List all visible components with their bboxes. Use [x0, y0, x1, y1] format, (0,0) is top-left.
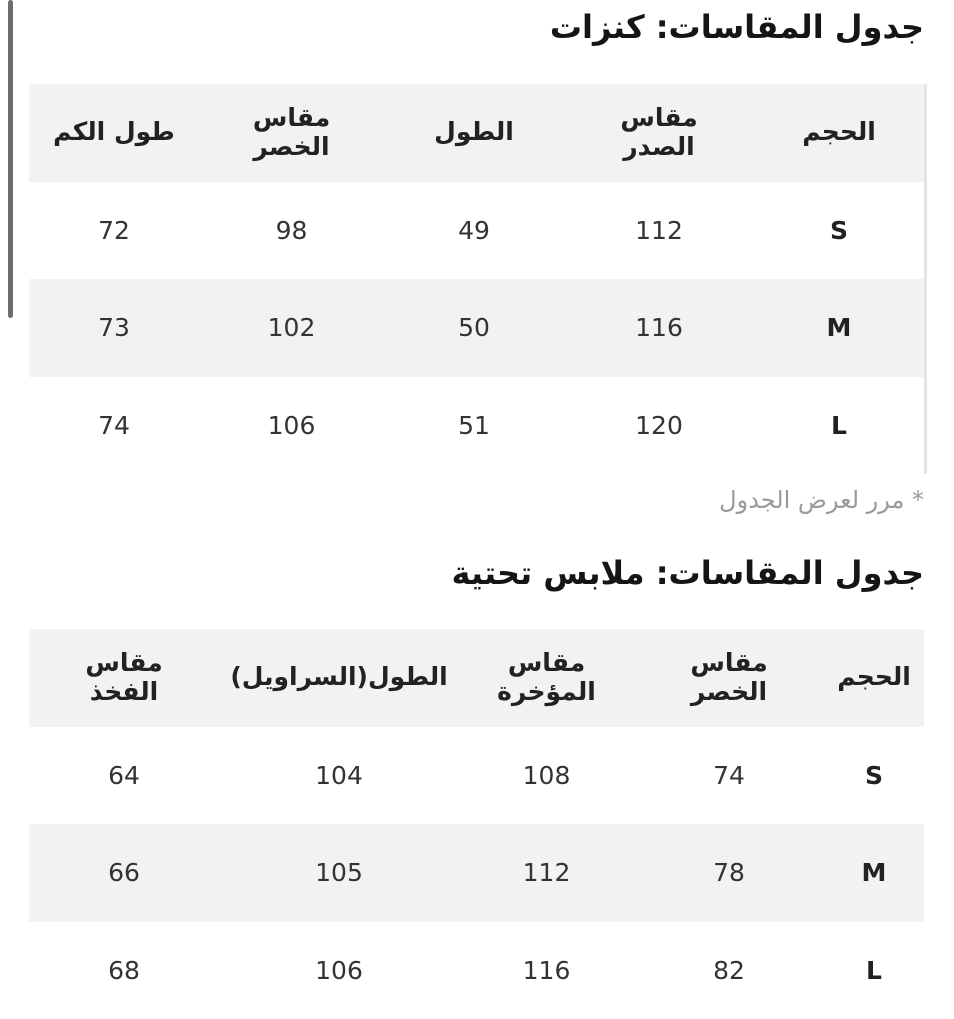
chest-cell: 120 — [564, 377, 754, 475]
chest-cell: 116 — [564, 279, 754, 377]
table-row — [29, 182, 924, 280]
header-length: الطول — [384, 84, 564, 182]
header-size: الحجم — [754, 84, 924, 182]
header-waist: مقاس الخصر — [634, 629, 824, 727]
bottoms-size-chart-title: جدول المقاسات: ملابس تحتية — [451, 554, 924, 592]
header-hip: مقاس المؤخرة — [459, 629, 634, 727]
tops-size-table[interactable] — [29, 84, 927, 474]
pants-length-cell: 104 — [219, 727, 459, 825]
waist-cell: 98 — [199, 182, 384, 280]
chest-cell: 112 — [564, 182, 754, 280]
sleeve-cell: 74 — [29, 377, 199, 475]
table-header-row — [29, 84, 924, 182]
table-row — [29, 377, 924, 475]
header-thigh: مقاس الفخذ — [29, 629, 219, 727]
size-cell: L — [824, 922, 924, 1019]
scroll-hint: * مرر لعرض الجدول — [719, 486, 924, 514]
sleeve-cell: 72 — [29, 182, 199, 280]
hip-cell: 116 — [459, 922, 634, 1019]
size-cell: S — [754, 182, 924, 280]
size-cell: M — [824, 824, 924, 922]
header-pants-length: الطول(السراويل) — [219, 629, 459, 727]
waist-cell: 82 — [634, 922, 824, 1019]
header-waist: مقاس الخصر — [199, 84, 384, 182]
page-scrollbar[interactable] — [8, 0, 13, 318]
sleeve-cell: 73 — [29, 279, 199, 377]
table-row — [29, 279, 924, 377]
table-row — [29, 727, 924, 825]
tops-size-chart-title: جدول المقاسات: كنزات — [550, 8, 924, 46]
size-cell: L — [754, 377, 924, 475]
header-size: الحجم — [824, 629, 924, 727]
thigh-cell: 64 — [29, 727, 219, 825]
thigh-cell: 68 — [29, 922, 219, 1019]
length-cell: 49 — [384, 182, 564, 280]
waist-cell: 102 — [199, 279, 384, 377]
pants-length-cell: 105 — [219, 824, 459, 922]
table-header-row — [29, 629, 924, 727]
length-cell: 50 — [384, 279, 564, 377]
bottoms-size-table[interactable] — [29, 629, 924, 1019]
size-cell: S — [824, 727, 924, 825]
table-row — [29, 922, 924, 1019]
hip-cell: 112 — [459, 824, 634, 922]
length-cell: 51 — [384, 377, 564, 475]
waist-cell: 74 — [634, 727, 824, 825]
waist-cell: 78 — [634, 824, 824, 922]
header-chest: مقاس الصدر — [564, 84, 754, 182]
table-row — [29, 824, 924, 922]
hip-cell: 108 — [459, 727, 634, 825]
size-cell: M — [754, 279, 924, 377]
header-sleeve-length: طول الكم — [29, 84, 199, 182]
thigh-cell: 66 — [29, 824, 219, 922]
pants-length-cell: 106 — [219, 922, 459, 1019]
waist-cell: 106 — [199, 377, 384, 475]
